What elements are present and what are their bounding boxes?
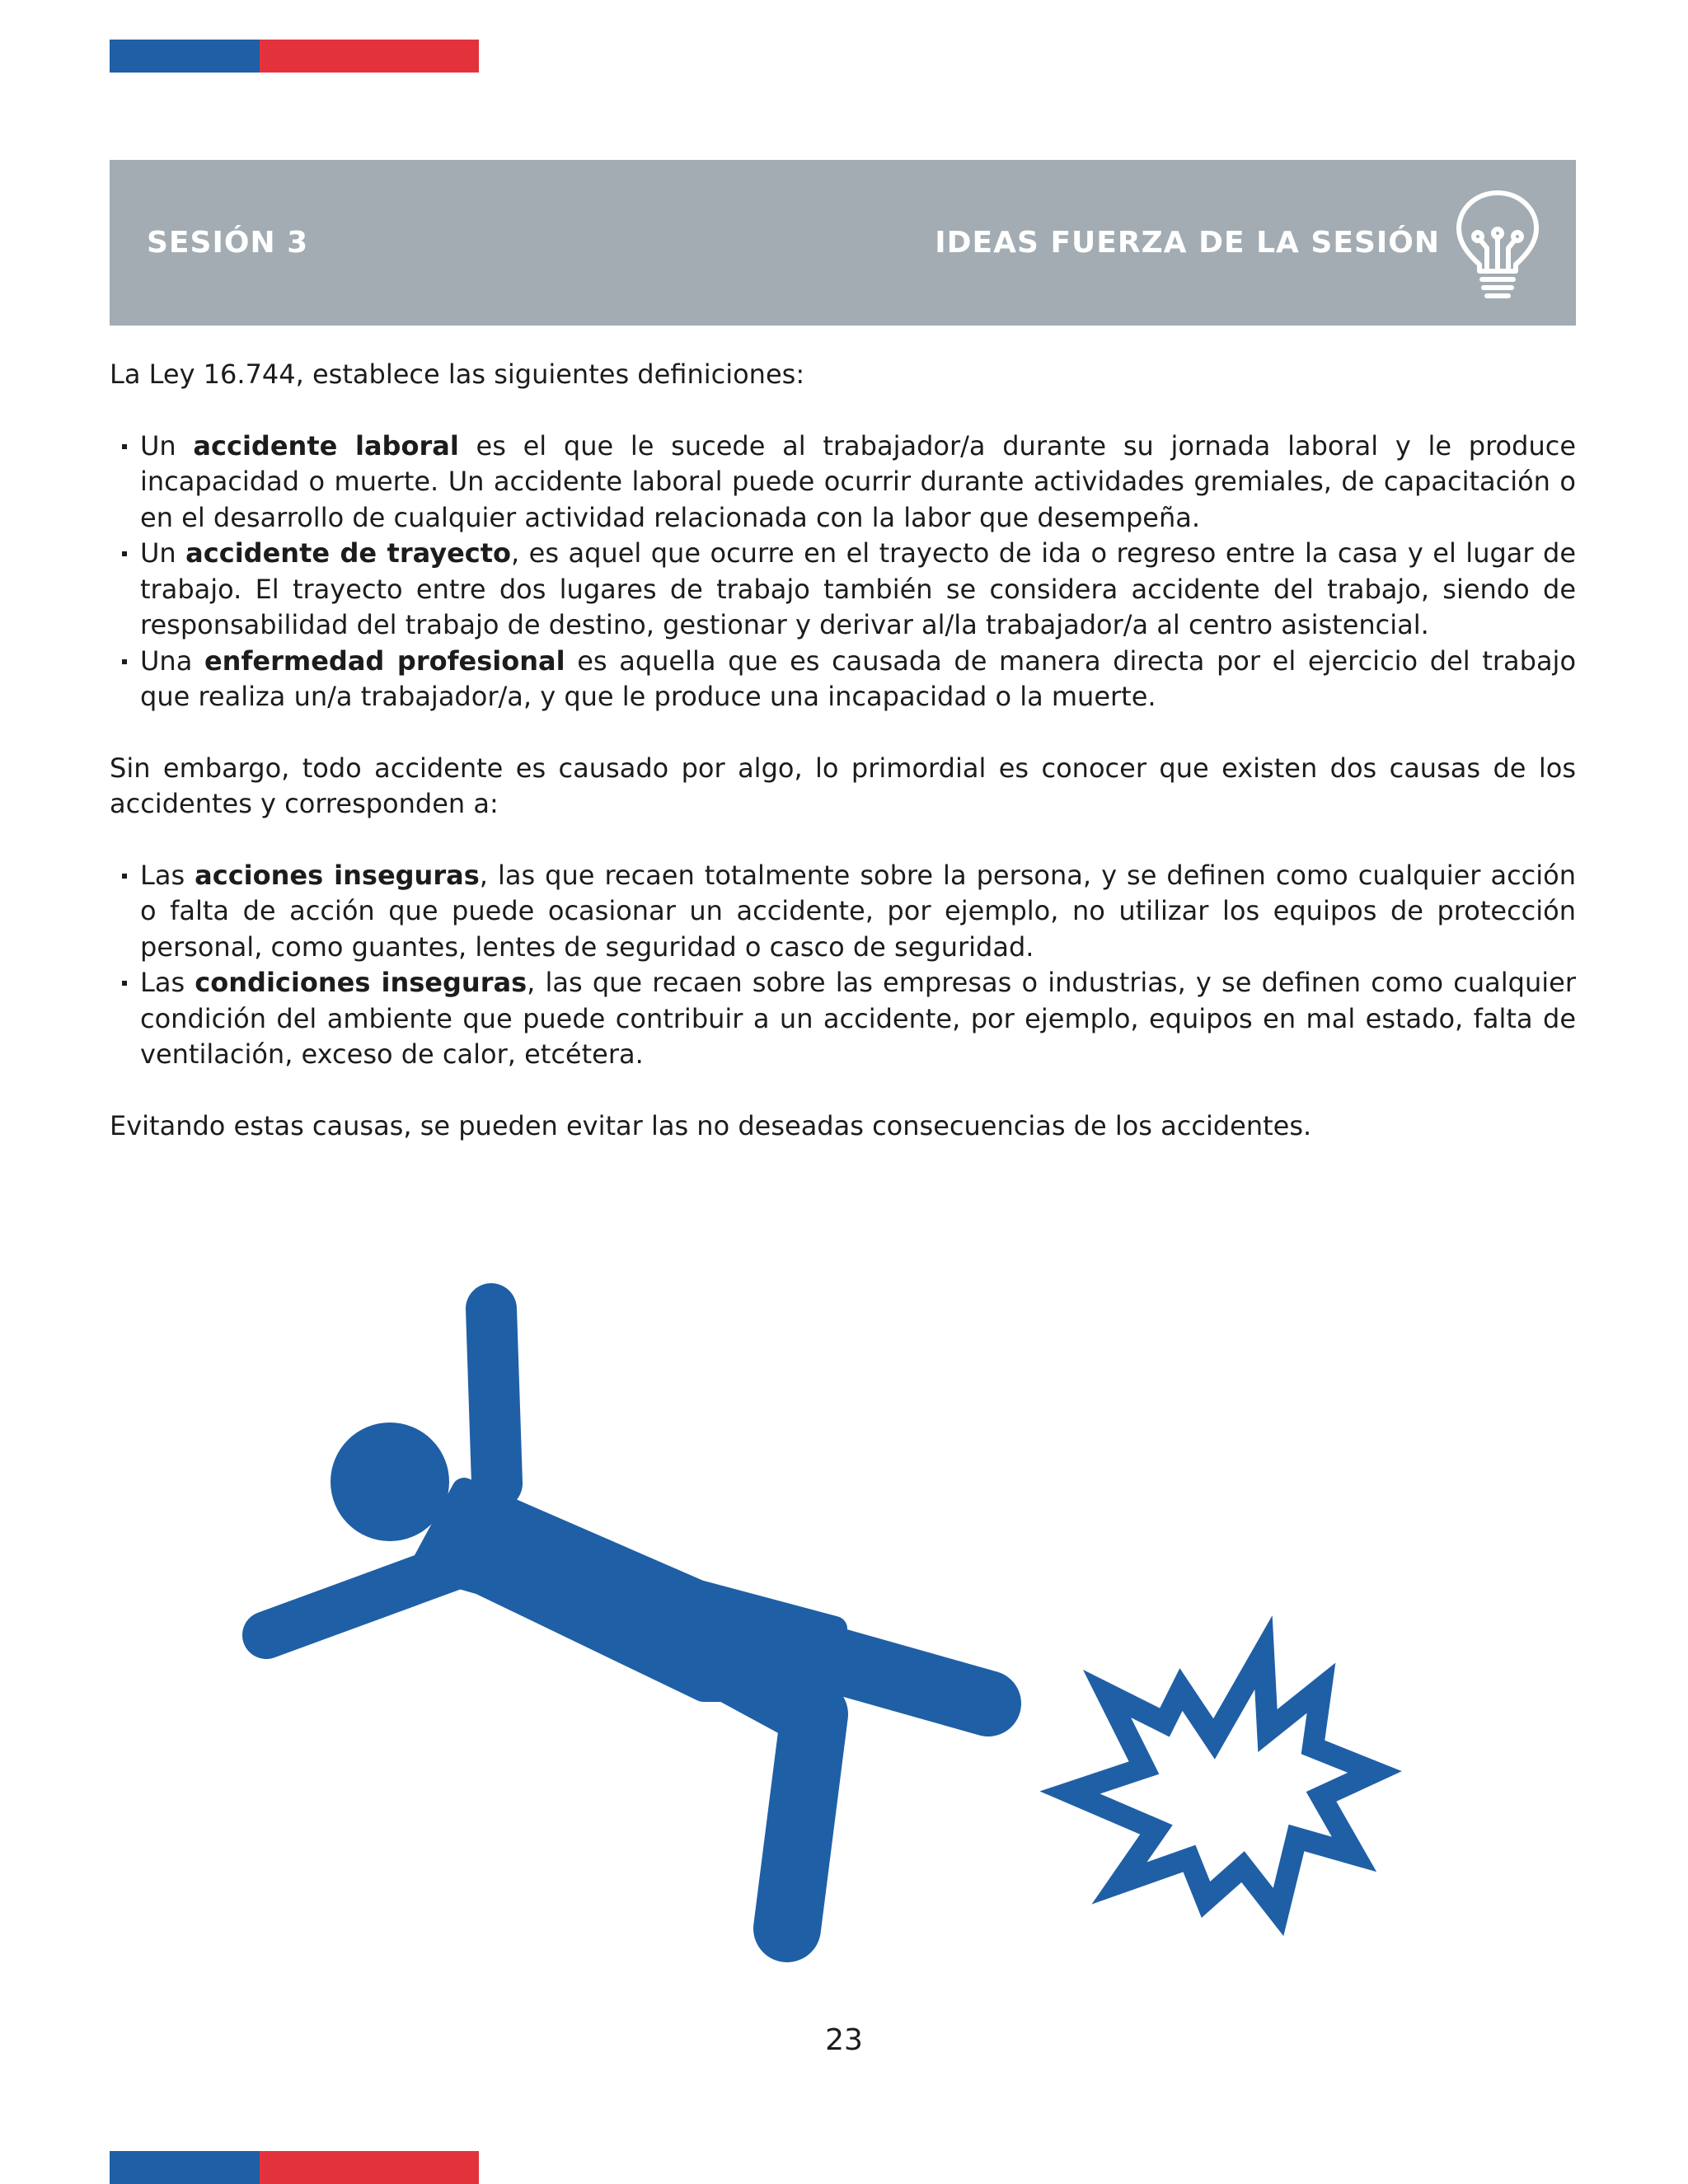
- causes-intro-paragraph: Sin embargo, todo accidente es causado por algo, lo primordial es conocer que existen dos causas de los accidentes y corresponden a:: [110, 752, 1576, 819]
- top-color-bar: [110, 40, 479, 73]
- falling-person-illustration: [110, 1162, 1576, 2027]
- list-item: Las acciones inseguras, las que recaen totalmente sobre la persona, y se definen como cualquier acción o falta de acción que puede ocasionar un accidente, por ejemplo, no utilizar los equipos de protección personal, como guantes, lentes de seguridad o casco de seguridad.: [110, 858, 1576, 966]
- lightbulb-icon: [1452, 189, 1543, 304]
- top-bar-blue: [110, 40, 260, 73]
- intro-paragraph: La Ley 16.744, establece las siguientes definiciones:: [110, 359, 805, 390]
- list-item: Un accidente laboral es el que le sucede al trabajador/a durante su jornada laboral y le produce incapacidad o muerte. Un accidente laboral puede ocurrir durante actividades gremiales, de capacitación o en el desarrollo de cualquier actividad relacionada con la labor que desempeña.: [110, 429, 1576, 537]
- bottom-bar-red: [260, 2151, 479, 2184]
- list-item: Un accidente de trayecto, es aquel que ocurre en el trayecto de ida o regreso entre la casa y el lugar de trabajo. El trayecto entre dos lugares de trabajo también se considera accidente del trabajo, siendo de responsabilidad del trabajo de destino, gestionar y derivar al/la trabajador/a al centro asistencial.: [110, 536, 1576, 644]
- list-item: Una enfermedad profesional es aquella que es causada de manera directa por el ejercicio del trabajo que realiza un/a trabajador/a, y que le produce una incapacidad o la muerte.: [110, 644, 1576, 715]
- definitions-list: [110, 429, 1576, 715]
- bottom-color-bar: [110, 2151, 479, 2184]
- header-title: IDEAS FUERZA DE LA SESIÓN: [935, 226, 1440, 260]
- page-number: 23: [825, 2023, 863, 2057]
- closing-paragraph: Evitando estas causas, se pueden evitar las no deseadas consecuencias de los accidentes.: [110, 1109, 1312, 1141]
- falling-person-icon: [266, 1309, 988, 1929]
- section-header: [110, 160, 1576, 326]
- body-text: [110, 357, 1576, 1144]
- bottom-bar-blue: [110, 2151, 260, 2184]
- list-item: Las condiciones inseguras, las que recaen sobre las empresas o industrias, y se definen como cualquier condición del ambiente que puede contribuir a un accidente, por ejemplo, equipos en mal estado, falta de ventilación, exceso de calor, etcétera.: [110, 965, 1576, 1073]
- causes-list: [110, 858, 1576, 1073]
- session-label: SESIÓN 3: [147, 226, 309, 260]
- top-bar-red: [260, 40, 479, 73]
- impact-burst-icon: [1070, 1652, 1375, 1912]
